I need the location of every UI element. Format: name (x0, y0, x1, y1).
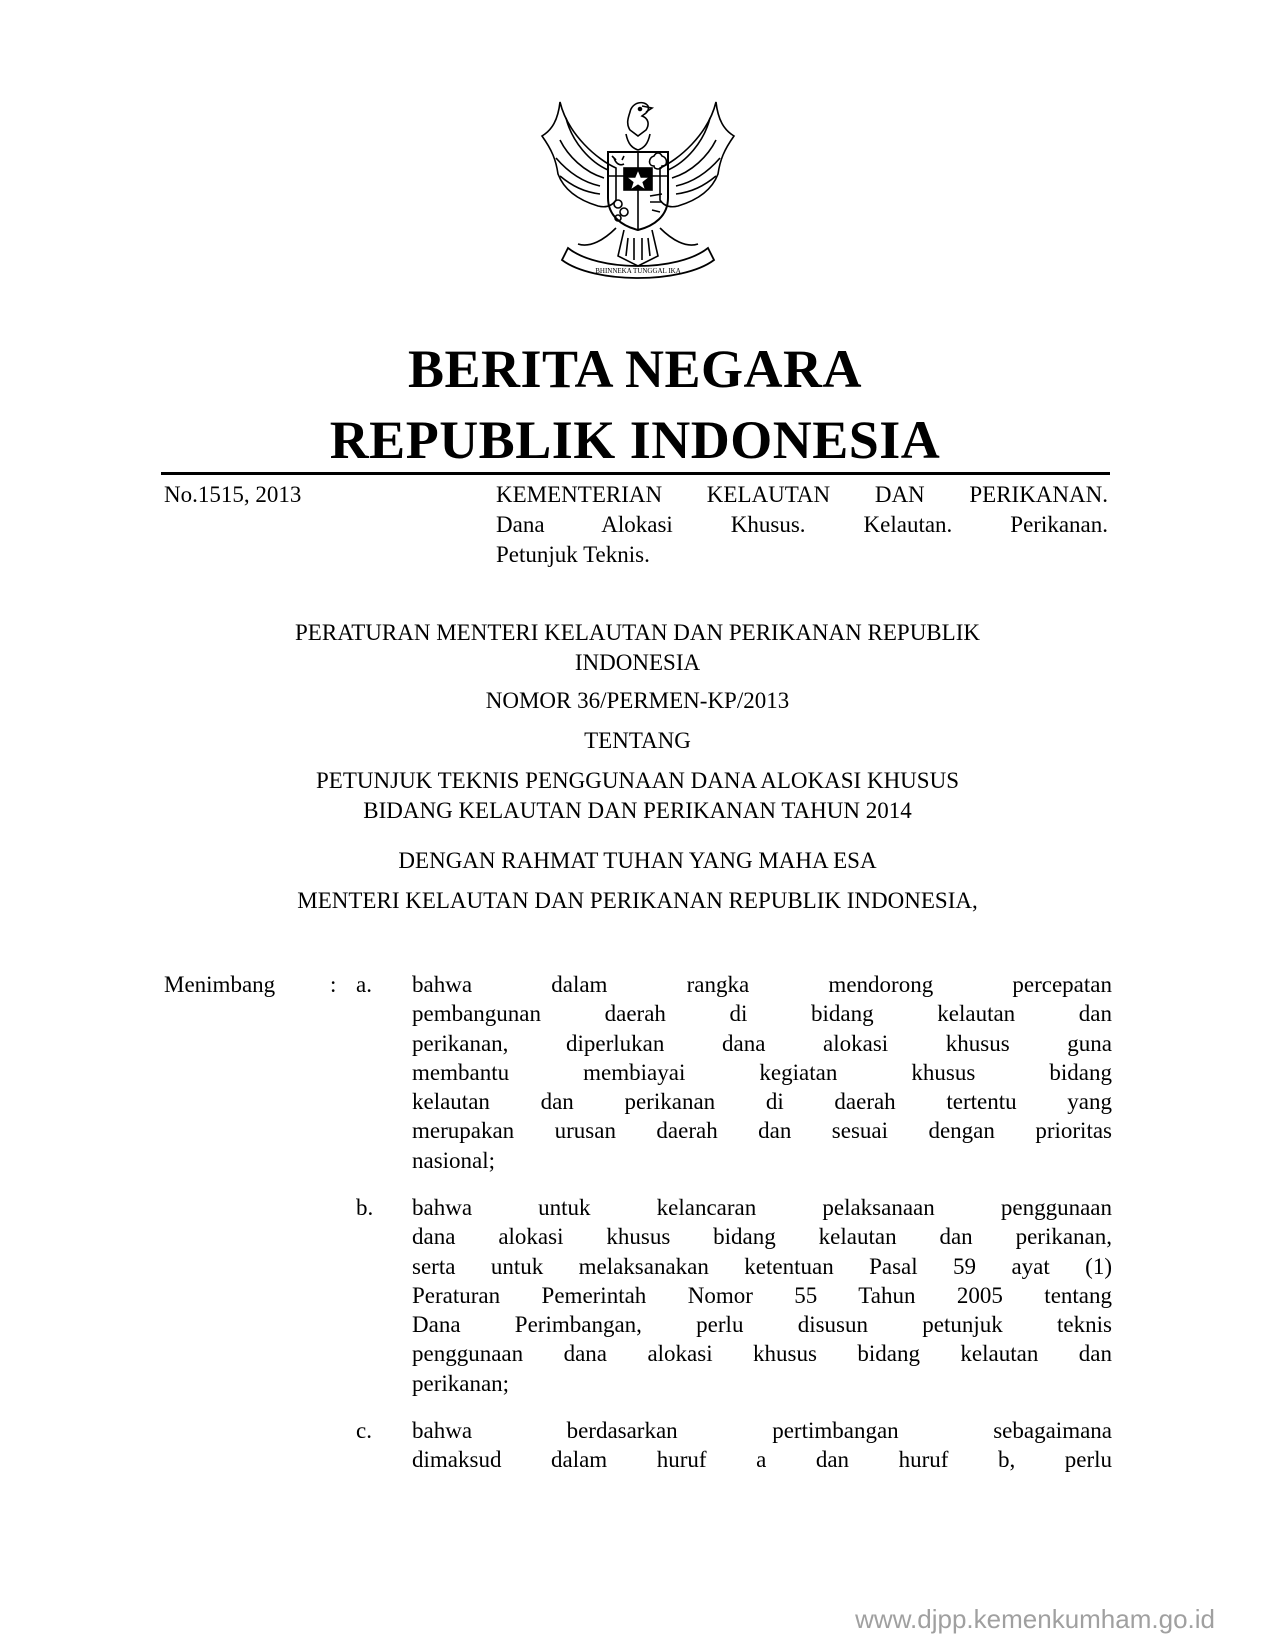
clause-line: bahwa dalam rangka mendorong percepatan (412, 972, 1112, 997)
issue-subject-line: Petunjuk Teknis. (496, 542, 650, 567)
svg-text:BHINNEKA TUNGGAL IKA: BHINNEKA TUNGGAL IKA (595, 267, 681, 275)
issue-subject (496, 480, 1108, 570)
considerations-label: Menimbang (164, 972, 276, 997)
clause-line: serta untuk melaksanakan ketentuan Pasal 59 ayat (1) (412, 1253, 1112, 1279)
clause-line: bahwa berdasarkan pertimbangan sebagaimana (412, 1418, 1112, 1443)
masthead-title-line2: REPUBLIK INDONESIA (329, 410, 941, 470)
clause-line: dimaksud dalam huruf a dan huruf b, perlu (412, 1447, 1112, 1473)
issue-number: No.1515, 2013 (164, 482, 302, 507)
issuer: MENTERI KELAUTAN DAN PERIKANAN REPUBLIK INDONESIA, (297, 888, 978, 913)
regulation-number: NOMOR 36/PERMEN-KP/2013 (485, 688, 790, 713)
clause-line: bahwa untuk kelancaran pelaksanaan penggunaan (412, 1195, 1112, 1220)
regulation-about: TENTANG (584, 728, 691, 753)
regulation-subject-line1: PETUNJUK TEKNIS PENGGUNAAN DANA ALOKASI KHUSUS (316, 768, 959, 793)
regulation-title-line1: PERATURAN MENTERI KELAUTAN DAN PERIKANAN REPUBLIK (295, 620, 980, 645)
considerations-colon: : (330, 972, 337, 997)
clause-line: perikanan, diperlukan dana alokasi khusus guna (412, 1030, 1112, 1056)
clause-line: membantu membiayai kegiatan khusus bidang (412, 1059, 1112, 1085)
clause-line: Dana Perimbangan, perlu disusun petunjuk teknis (412, 1312, 1112, 1338)
clause-text (412, 970, 1112, 1175)
clause-letter: a. (356, 972, 372, 997)
clause-line: dana alokasi khusus bidang kelautan dan perikanan, (412, 1224, 1112, 1250)
issue-subject-line: Dana Alokasi Khusus. Kelautan. Perikanan. (496, 512, 1108, 537)
footer-url-link[interactable]: www.djpp.kemenkumham.go.id (855, 1604, 1215, 1634)
clause-line: perikanan; (412, 1370, 510, 1396)
clause-line: nasional; (412, 1147, 496, 1173)
garuda-pancasila-emblem-icon (538, 90, 738, 290)
clause-line: Peraturan Pemerintah Nomor 55 Tahun 2005 tentang (412, 1282, 1112, 1308)
clause-line: penggunaan dana alokasi khusus bidang kelautan dan (412, 1341, 1112, 1367)
clause-line: kelautan dan perikanan di daerah tertentu yang (412, 1089, 1112, 1115)
clause-letter: b. (356, 1195, 374, 1220)
clause-letter: c. (356, 1418, 372, 1443)
regulation-title-line2: INDONESIA (574, 650, 701, 675)
issue-subject-line: KEMENTERIAN KELAUTAN DAN PERIKANAN. (496, 482, 1108, 507)
invocation: DENGAN RAHMAT TUHAN YANG MAHA ESA (398, 848, 877, 873)
regulation-subject-line2: BIDANG KELAUTAN DAN PERIKANAN TAHUN 2014 (363, 798, 912, 823)
masthead-title-line1: BERITA NEGARA (407, 339, 863, 399)
clause-line: merupakan urusan daerah dan sesuai dengan prioritas (412, 1118, 1112, 1144)
clause-text (412, 1416, 1112, 1475)
masthead-divider (161, 472, 1110, 475)
clause-line: pembangunan daerah di bidang kelautan dan (412, 1001, 1112, 1027)
clause-text (412, 1193, 1112, 1398)
